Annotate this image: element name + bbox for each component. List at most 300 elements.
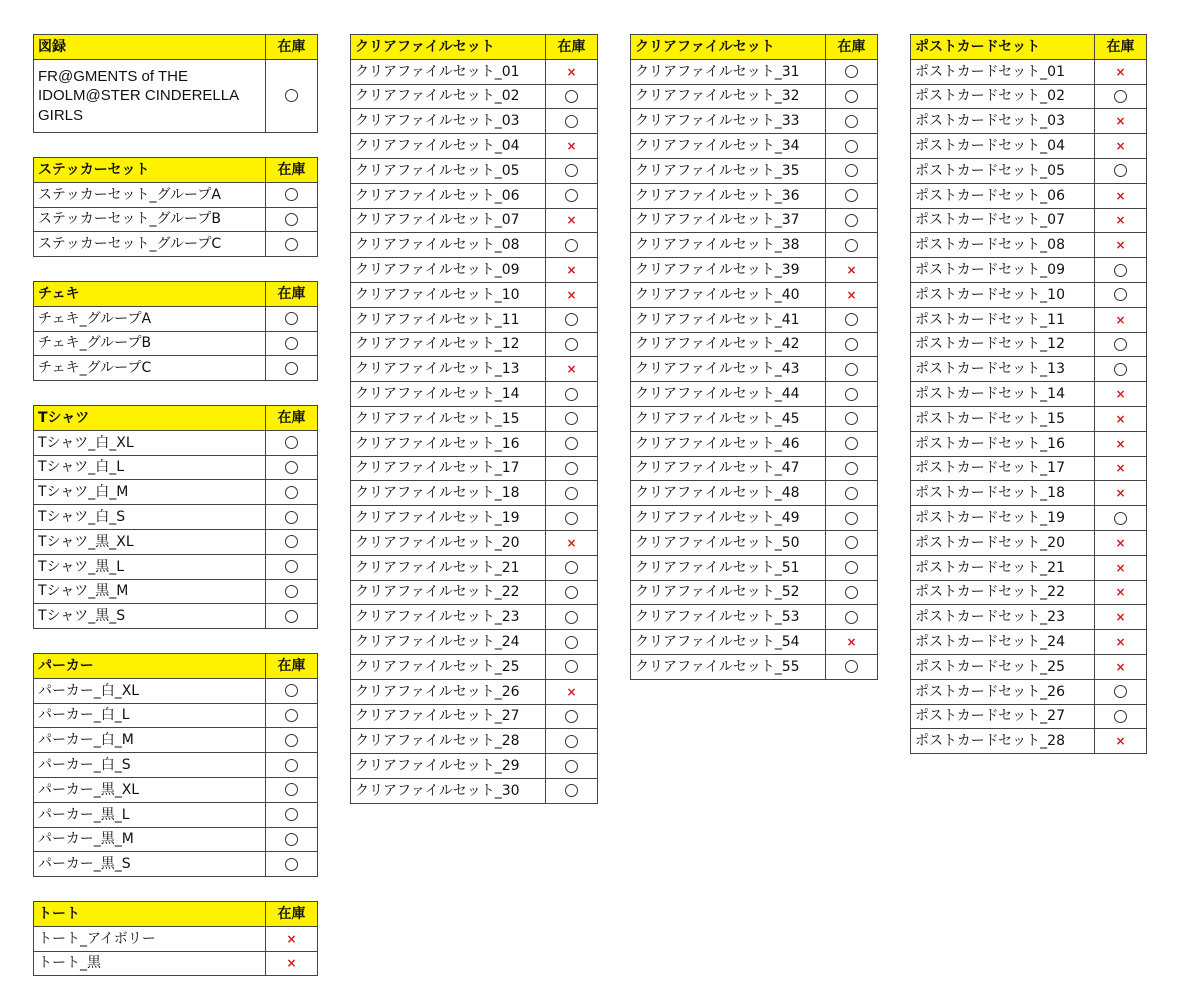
item-name: ポストカードセット_09 xyxy=(911,258,1095,283)
item-name: クリアファイルセット_39 xyxy=(631,258,826,283)
table-row xyxy=(631,258,878,283)
out-of-stock-cross-icon: × xyxy=(1115,560,1126,575)
item-name: ポストカードセット_04 xyxy=(911,134,1095,159)
in-stock-circle-icon xyxy=(285,684,298,697)
item-name: ステッカーセット_グループA xyxy=(34,182,266,207)
item-name: クリアファイルセット_23 xyxy=(351,605,546,630)
stock-status xyxy=(266,430,318,455)
table-row xyxy=(911,282,1147,307)
table-row xyxy=(351,233,598,258)
stock-status xyxy=(1095,258,1147,283)
stock-status xyxy=(546,506,598,531)
stock-status xyxy=(266,232,318,257)
in-stock-circle-icon xyxy=(845,90,858,103)
stock-status xyxy=(546,704,598,729)
item-name: パーカー_白_L xyxy=(34,703,266,728)
stock-status xyxy=(266,59,318,132)
stock-column-header: 在庫 xyxy=(1095,35,1147,60)
table-row xyxy=(631,233,878,258)
out-of-stock-cross-icon: × xyxy=(1115,213,1126,228)
stock-status xyxy=(1095,630,1147,655)
table-header-row xyxy=(34,406,318,431)
out-of-stock-cross-icon: × xyxy=(1115,64,1126,79)
stock-status xyxy=(546,580,598,605)
table-row xyxy=(34,59,318,132)
in-stock-circle-icon xyxy=(285,436,298,449)
item-name: クリアファイルセット_20 xyxy=(351,530,546,555)
stock-status xyxy=(826,183,878,208)
table-row xyxy=(351,109,598,134)
in-stock-circle-icon xyxy=(565,660,578,673)
stock-status xyxy=(1095,456,1147,481)
table-row xyxy=(911,59,1147,84)
in-stock-circle-icon xyxy=(845,140,858,153)
table-row xyxy=(631,654,878,679)
table-row xyxy=(351,580,598,605)
in-stock-circle-icon xyxy=(285,511,298,524)
tshirt-table xyxy=(33,405,318,629)
stock-status xyxy=(546,754,598,779)
table-row xyxy=(351,406,598,431)
stock-status xyxy=(546,456,598,481)
table-row xyxy=(911,679,1147,704)
table-row xyxy=(631,59,878,84)
table-header-row xyxy=(34,282,318,307)
stock-status xyxy=(1095,307,1147,332)
out-of-stock-cross-icon: × xyxy=(1115,734,1126,749)
table-row xyxy=(631,183,878,208)
table-row xyxy=(351,729,598,754)
stock-status xyxy=(546,84,598,109)
item-name: ポストカードセット_17 xyxy=(911,456,1095,481)
item-name: チェキ_グループA xyxy=(34,306,266,331)
table-row xyxy=(34,852,318,877)
item-name: Tシャツ_白_XL xyxy=(34,430,266,455)
in-stock-circle-icon xyxy=(285,709,298,722)
item-name: ポストカードセット_12 xyxy=(911,332,1095,357)
item-name: クリアファイルセット_05 xyxy=(351,158,546,183)
stock-status xyxy=(266,827,318,852)
stock-status xyxy=(266,753,318,778)
in-stock-circle-icon xyxy=(1114,512,1127,525)
stock-column-header: 在庫 xyxy=(266,654,318,679)
table-row xyxy=(34,505,318,530)
table-row xyxy=(911,481,1147,506)
in-stock-circle-icon xyxy=(565,586,578,599)
stock-status xyxy=(1095,406,1147,431)
stock-column-header: 在庫 xyxy=(266,35,318,60)
item-name: ポストカードセット_27 xyxy=(911,704,1095,729)
item-name: クリアファイルセット_14 xyxy=(351,382,546,407)
table-title: Tシャツ xyxy=(34,406,266,431)
stock-status xyxy=(1095,654,1147,679)
stock-status xyxy=(1095,555,1147,580)
out-of-stock-cross-icon: × xyxy=(1115,635,1126,650)
stock-status xyxy=(826,431,878,456)
table-title: 図録 xyxy=(34,35,266,60)
stock-status xyxy=(826,605,878,630)
in-stock-circle-icon xyxy=(565,462,578,475)
item-name: クリアファイルセット_12 xyxy=(351,332,546,357)
table-title: トート xyxy=(34,902,266,927)
out-of-stock-cross-icon: × xyxy=(566,535,577,550)
table-row xyxy=(631,332,878,357)
item-name: ポストカードセット_22 xyxy=(911,580,1095,605)
table-row xyxy=(34,455,318,480)
table-row xyxy=(631,431,878,456)
zuroku-table xyxy=(33,34,318,133)
item-name: クリアファイルセット_26 xyxy=(351,679,546,704)
item-name: ポストカードセット_02 xyxy=(911,84,1095,109)
table-row xyxy=(34,232,318,257)
table-row xyxy=(34,480,318,505)
item-name: チェキ_グループC xyxy=(34,356,266,381)
in-stock-circle-icon xyxy=(565,735,578,748)
stock-column-header: 在庫 xyxy=(266,902,318,927)
item-name: クリアファイルセット_34 xyxy=(631,134,826,159)
item-name: ポストカードセット_16 xyxy=(911,431,1095,456)
table-header-row xyxy=(34,35,318,60)
table-row xyxy=(34,703,318,728)
in-stock-circle-icon xyxy=(845,65,858,78)
stock-status xyxy=(546,679,598,704)
item-name: クリアファイルセット_54 xyxy=(631,630,826,655)
table-row xyxy=(34,182,318,207)
table-row xyxy=(34,728,318,753)
in-stock-circle-icon xyxy=(285,337,298,350)
in-stock-circle-icon xyxy=(565,115,578,128)
table-row xyxy=(631,530,878,555)
stock-status xyxy=(1095,481,1147,506)
table-row xyxy=(34,207,318,232)
table-row xyxy=(911,580,1147,605)
out-of-stock-cross-icon: × xyxy=(846,263,857,278)
item-name: ポストカードセット_20 xyxy=(911,530,1095,555)
table-row xyxy=(631,158,878,183)
tote-table xyxy=(33,901,318,976)
table-title: チェキ xyxy=(34,282,266,307)
item-name: クリアファイルセット_22 xyxy=(351,580,546,605)
table-title: クリアファイルセット xyxy=(351,35,546,60)
stock-status xyxy=(826,332,878,357)
table-row xyxy=(351,778,598,803)
table-row xyxy=(34,554,318,579)
in-stock-circle-icon xyxy=(565,388,578,401)
stock-status xyxy=(266,505,318,530)
stock-status xyxy=(826,382,878,407)
stock-status xyxy=(1095,183,1147,208)
table-row xyxy=(911,555,1147,580)
stock-status xyxy=(826,506,878,531)
item-name: Tシャツ_白_L xyxy=(34,455,266,480)
item-name: パーカー_白_XL xyxy=(34,678,266,703)
out-of-stock-cross-icon: × xyxy=(286,956,297,971)
in-stock-circle-icon xyxy=(565,636,578,649)
stock-status xyxy=(826,481,878,506)
table-row xyxy=(351,456,598,481)
stock-status xyxy=(826,233,878,258)
stock-status xyxy=(266,207,318,232)
stock-status xyxy=(266,579,318,604)
item-name: パーカー_黒_L xyxy=(34,802,266,827)
in-stock-circle-icon xyxy=(285,89,298,102)
table-row xyxy=(351,431,598,456)
stock-status xyxy=(1095,208,1147,233)
in-stock-circle-icon xyxy=(565,412,578,425)
stock-status xyxy=(546,208,598,233)
in-stock-circle-icon xyxy=(565,313,578,326)
table-row xyxy=(351,258,598,283)
out-of-stock-cross-icon: × xyxy=(1115,139,1126,154)
table-row xyxy=(34,604,318,629)
item-name: クリアファイルセット_25 xyxy=(351,654,546,679)
stock-status xyxy=(266,802,318,827)
table-header-row xyxy=(34,654,318,679)
item-name: パーカー_黒_S xyxy=(34,852,266,877)
item-name: クリアファイルセット_02 xyxy=(351,84,546,109)
sticker-set-table xyxy=(33,157,318,257)
in-stock-circle-icon xyxy=(565,437,578,450)
item-name: ポストカードセット_06 xyxy=(911,183,1095,208)
table-row xyxy=(34,802,318,827)
out-of-stock-cross-icon: × xyxy=(1115,585,1126,600)
table-row xyxy=(351,555,598,580)
stock-status xyxy=(546,282,598,307)
table-row xyxy=(911,506,1147,531)
table-header-row xyxy=(351,35,598,60)
stock-column-header: 在庫 xyxy=(266,282,318,307)
item-name: クリアファイルセット_48 xyxy=(631,481,826,506)
in-stock-circle-icon xyxy=(565,90,578,103)
stock-status xyxy=(546,605,598,630)
item-name: ポストカードセット_15 xyxy=(911,406,1095,431)
in-stock-circle-icon xyxy=(845,437,858,450)
table-row xyxy=(34,579,318,604)
table-row xyxy=(911,456,1147,481)
item-name: クリアファイルセット_28 xyxy=(351,729,546,754)
table-row xyxy=(351,332,598,357)
item-name: クリアファイルセット_36 xyxy=(631,183,826,208)
stock-column-header: 在庫 xyxy=(266,158,318,183)
item-name: クリアファイルセット_08 xyxy=(351,233,546,258)
item-name: ポストカードセット_26 xyxy=(911,679,1095,704)
table-row xyxy=(34,306,318,331)
table-row xyxy=(911,208,1147,233)
table-row xyxy=(911,654,1147,679)
stock-status xyxy=(546,530,598,555)
in-stock-circle-icon xyxy=(845,660,858,673)
out-of-stock-cross-icon: × xyxy=(566,213,577,228)
stock-status xyxy=(1095,382,1147,407)
stock-status xyxy=(266,182,318,207)
stock-status xyxy=(826,59,878,84)
out-of-stock-cross-icon: × xyxy=(1115,461,1126,476)
item-name: Tシャツ_黒_XL xyxy=(34,529,266,554)
table-row xyxy=(351,208,598,233)
stock-status xyxy=(1095,134,1147,159)
in-stock-circle-icon xyxy=(285,188,298,201)
stock-status xyxy=(1095,506,1147,531)
table-row xyxy=(34,331,318,356)
table-row xyxy=(351,605,598,630)
table-row xyxy=(631,109,878,134)
item-name: クリアファイルセット_51 xyxy=(631,555,826,580)
item-name: クリアファイルセット_45 xyxy=(631,406,826,431)
in-stock-circle-icon xyxy=(285,312,298,325)
item-name: パーカー_白_M xyxy=(34,728,266,753)
out-of-stock-cross-icon: × xyxy=(1115,312,1126,327)
item-name: クリアファイルセット_29 xyxy=(351,754,546,779)
in-stock-circle-icon xyxy=(845,512,858,525)
item-name: Tシャツ_白_S xyxy=(34,505,266,530)
in-stock-circle-icon xyxy=(565,164,578,177)
out-of-stock-cross-icon: × xyxy=(1115,436,1126,451)
table-row xyxy=(911,233,1147,258)
in-stock-circle-icon xyxy=(845,536,858,549)
table-title: ポストカードセット xyxy=(911,35,1095,60)
postcard-set-table xyxy=(910,34,1147,754)
table-row xyxy=(631,406,878,431)
stock-status xyxy=(1095,109,1147,134)
stock-status xyxy=(546,109,598,134)
table-row xyxy=(351,704,598,729)
in-stock-circle-icon xyxy=(845,412,858,425)
item-name: クリアファイルセット_09 xyxy=(351,258,546,283)
table-row xyxy=(34,926,318,951)
item-name: クリアファイルセット_11 xyxy=(351,307,546,332)
item-name: クリアファイルセット_40 xyxy=(631,282,826,307)
item-name: クリアファイルセット_41 xyxy=(631,307,826,332)
stock-status xyxy=(266,604,318,629)
table-row xyxy=(631,456,878,481)
table-row xyxy=(34,753,318,778)
stock-status xyxy=(1095,580,1147,605)
in-stock-circle-icon xyxy=(845,561,858,574)
in-stock-circle-icon xyxy=(565,512,578,525)
table-row xyxy=(351,84,598,109)
stock-status xyxy=(826,282,878,307)
in-stock-circle-icon xyxy=(845,239,858,252)
out-of-stock-cross-icon: × xyxy=(566,64,577,79)
in-stock-circle-icon xyxy=(1114,338,1127,351)
item-name: クリアファイルセット_06 xyxy=(351,183,546,208)
stock-status xyxy=(266,529,318,554)
in-stock-circle-icon xyxy=(845,388,858,401)
table-row xyxy=(911,258,1147,283)
item-name: パーカー_黒_M xyxy=(34,827,266,852)
in-stock-circle-icon xyxy=(285,734,298,747)
table-row xyxy=(911,431,1147,456)
stock-status xyxy=(546,158,598,183)
in-stock-circle-icon xyxy=(285,759,298,772)
table-row xyxy=(351,654,598,679)
table-row xyxy=(911,332,1147,357)
stock-column-header: 在庫 xyxy=(266,406,318,431)
item-name: ポストカードセット_08 xyxy=(911,233,1095,258)
item-name: クリアファイルセット_10 xyxy=(351,282,546,307)
stock-status xyxy=(1095,729,1147,754)
stock-status xyxy=(546,481,598,506)
stock-status xyxy=(546,630,598,655)
in-stock-circle-icon xyxy=(285,535,298,548)
table-row xyxy=(911,704,1147,729)
in-stock-circle-icon xyxy=(845,313,858,326)
stock-status xyxy=(826,530,878,555)
table-row xyxy=(34,678,318,703)
table-row xyxy=(911,729,1147,754)
in-stock-circle-icon xyxy=(285,610,298,623)
table-row xyxy=(911,84,1147,109)
item-name: クリアファイルセット_16 xyxy=(351,431,546,456)
stock-status xyxy=(826,208,878,233)
in-stock-circle-icon xyxy=(845,214,858,227)
stock-status xyxy=(1095,431,1147,456)
stock-status xyxy=(266,728,318,753)
stock-status xyxy=(1095,84,1147,109)
table-row xyxy=(631,307,878,332)
stock-status xyxy=(546,233,598,258)
item-name: クリアファイルセット_15 xyxy=(351,406,546,431)
table-row xyxy=(911,109,1147,134)
item-name: パーカー_白_S xyxy=(34,753,266,778)
table-row xyxy=(351,357,598,382)
in-stock-circle-icon xyxy=(285,238,298,251)
item-name: ポストカードセット_03 xyxy=(911,109,1095,134)
item-name: クリアファイルセット_37 xyxy=(631,208,826,233)
stock-status xyxy=(266,703,318,728)
in-stock-circle-icon xyxy=(565,784,578,797)
item-name: ポストカードセット_14 xyxy=(911,382,1095,407)
stock-status xyxy=(1095,704,1147,729)
item-name: Tシャツ_黒_L xyxy=(34,554,266,579)
table-row xyxy=(351,506,598,531)
item-name: クリアファイルセット_17 xyxy=(351,456,546,481)
stock-status xyxy=(826,307,878,332)
table-row xyxy=(34,827,318,852)
table-row xyxy=(631,208,878,233)
table-row xyxy=(34,777,318,802)
stock-status xyxy=(266,852,318,877)
out-of-stock-cross-icon: × xyxy=(566,684,577,699)
in-stock-circle-icon xyxy=(1114,685,1127,698)
table-row xyxy=(351,282,598,307)
out-of-stock-cross-icon: × xyxy=(1115,114,1126,129)
table-title: クリアファイルセット xyxy=(631,35,826,60)
item-name: クリアファイルセット_46 xyxy=(631,431,826,456)
stock-status xyxy=(266,777,318,802)
table-row xyxy=(34,529,318,554)
in-stock-circle-icon xyxy=(1114,264,1127,277)
out-of-stock-cross-icon: × xyxy=(1115,411,1126,426)
in-stock-circle-icon xyxy=(565,487,578,500)
in-stock-circle-icon xyxy=(285,560,298,573)
in-stock-circle-icon xyxy=(1114,288,1127,301)
stock-status xyxy=(546,654,598,679)
item-name: ポストカードセット_01 xyxy=(911,59,1095,84)
stock-status xyxy=(546,555,598,580)
in-stock-circle-icon xyxy=(845,586,858,599)
item-name: クリアファイルセット_04 xyxy=(351,134,546,159)
table-row xyxy=(911,158,1147,183)
item-name: チェキ_グループB xyxy=(34,331,266,356)
stock-status xyxy=(266,480,318,505)
table-header-row xyxy=(34,902,318,927)
in-stock-circle-icon xyxy=(565,338,578,351)
out-of-stock-cross-icon: × xyxy=(566,139,577,154)
stock-status xyxy=(826,84,878,109)
stock-status xyxy=(266,554,318,579)
stock-status xyxy=(1095,233,1147,258)
